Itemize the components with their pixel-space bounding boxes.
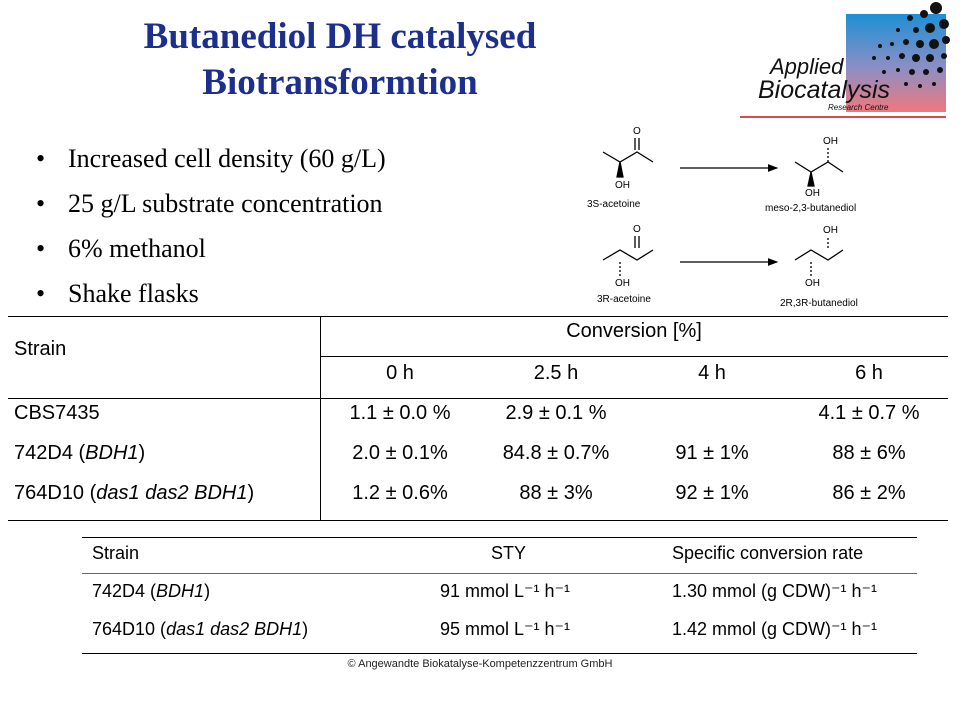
product-label-1: meso-2,3-butanediol [765, 203, 857, 214]
atom-o: O [633, 126, 641, 137]
substrate-label-2: 3R-acetoine [597, 294, 651, 305]
slide-title [60, 14, 620, 106]
structure-2r3r-butanediol [795, 236, 843, 276]
table-cell: 1.1 ± 0.0 % [349, 402, 451, 424]
bullet-item: • Shake flasks [36, 279, 199, 308]
header-strain: Strain [14, 338, 67, 360]
table-cell: 92 ± 1% [675, 482, 749, 504]
bullet-item: • 25 g/L substrate concentration [36, 189, 383, 218]
conversion-table [0, 312, 960, 522]
header-time: 6 h [855, 362, 883, 384]
structure-meso-butanediol [795, 146, 843, 186]
table-row-strain: 742D4 (BDH1) [14, 442, 146, 464]
sty-table [82, 535, 917, 660]
table-row-strain: CBS7435 [14, 402, 100, 424]
bullet-list [36, 136, 386, 316]
table-cell: 1.2 ± 0.6% [352, 482, 448, 504]
product-label-2: 2R,3R-butanediol [780, 298, 858, 309]
slide-title-line2: Biotransformtion [202, 62, 478, 103]
table-row-strain: 764D10 (das1 das2 BDH1) [92, 619, 309, 639]
bullet-text: Shake flasks [68, 279, 199, 308]
slide-title-line1: Butanediol DH catalysed [143, 16, 537, 57]
structure-3r-acetoine [603, 236, 653, 276]
reaction-scheme [585, 120, 955, 320]
table-cell: 91 ± 1% [675, 442, 749, 464]
atom-oh: OH [823, 136, 838, 147]
bullet-text: 6% methanol [68, 234, 206, 263]
table-cell: 88 ± 6% [832, 442, 906, 464]
table-cell: 2.9 ± 0.1 % [505, 402, 607, 424]
bullet-item: • 6% methanol [36, 234, 206, 263]
bullet-item: • Increased cell density (60 g/L) [36, 144, 386, 173]
table-cell-rate: 1.42 mmol (g CDW)⁻¹ h⁻¹ [672, 619, 878, 639]
header-time: 0 h [386, 362, 414, 384]
table-cell: 2.0 ± 0.1% [352, 442, 448, 464]
copyright-footer: © Angewandte Biokatalyse-Kompetenzzentrum GmbH [347, 658, 613, 670]
table-cell: 86 ± 2% [832, 482, 906, 504]
table-row-strain: 742D4 (BDH1) [92, 581, 211, 601]
table-cell: 4.1 ± 0.7 % [818, 402, 920, 424]
atom-oh: OH [823, 225, 838, 236]
atom-oh: OH [615, 180, 630, 191]
header-rate: Specific conversion rate [672, 543, 864, 563]
atom-oh: OH [805, 278, 820, 289]
header-time: 4 h [698, 362, 726, 384]
table-cell-sty: 91 mmol L⁻¹ h⁻¹ [440, 581, 571, 601]
header-strain: Strain [92, 543, 140, 563]
substrate-label-1: 3S-acetoine [587, 199, 641, 210]
logo-underline [740, 116, 946, 118]
structure-3s-acetoine [603, 138, 653, 177]
atom-o: O [633, 224, 641, 235]
header-conversion: Conversion [%] [566, 320, 702, 342]
header-time: 2.5 h [533, 362, 579, 384]
table-cell: 88 ± 3% [519, 482, 593, 504]
applied-biocatalysis-logo [740, 0, 960, 126]
logo-line3: Research Centre [828, 103, 889, 112]
header-sty: STY [491, 543, 527, 563]
logo-line1: Applied [770, 54, 844, 79]
atom-oh: OH [805, 188, 820, 199]
logo-line2: Biocatalysis [758, 76, 890, 104]
table-cell: 84.8 ± 0.7% [502, 442, 610, 464]
table-cell-sty: 95 mmol L⁻¹ h⁻¹ [440, 619, 571, 639]
table-row-strain: 764D10 (das1 das2 BDH1) [14, 482, 255, 504]
bullet-text: Increased cell density (60 g/L) [68, 144, 386, 173]
bullet-text: 25 g/L substrate concentration [68, 189, 383, 218]
table-cell-rate: 1.30 mmol (g CDW)⁻¹ h⁻¹ [672, 581, 878, 601]
atom-oh: OH [615, 278, 630, 289]
